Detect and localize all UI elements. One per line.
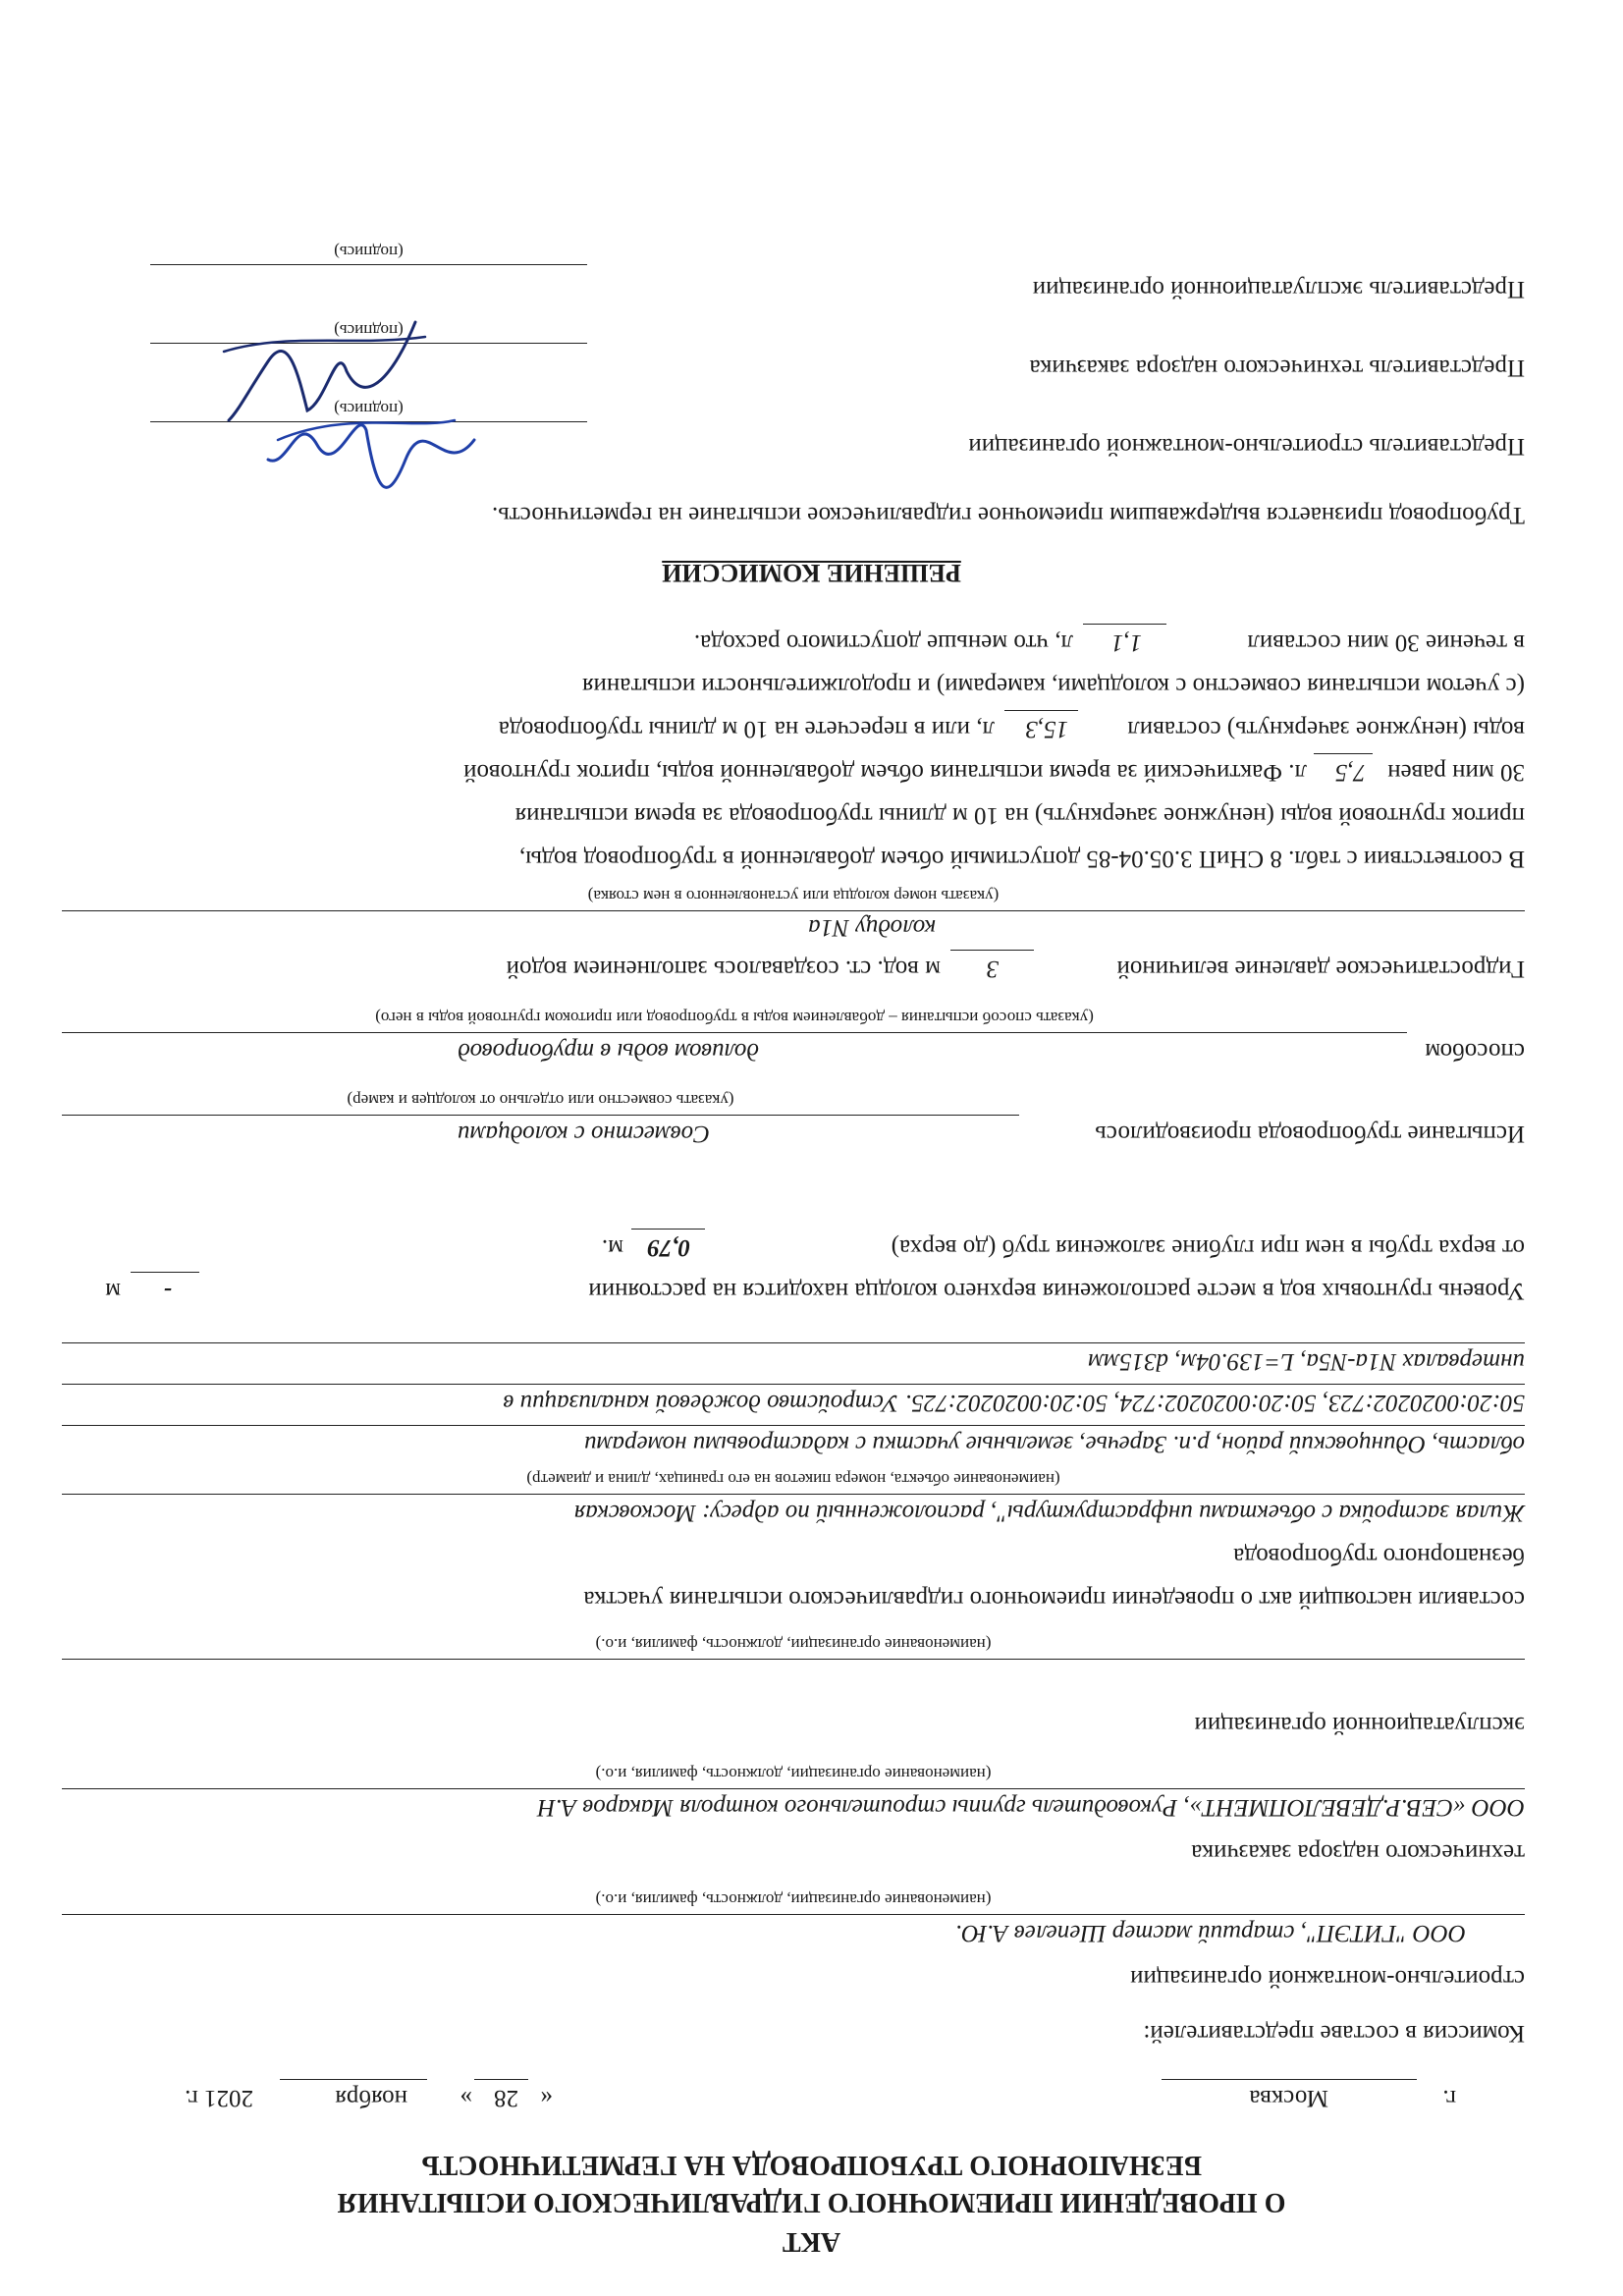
supervision-caption: (наименование организации, должность, фамилия, и.о.) — [595, 1765, 992, 1783]
method-caption: (указать способ испытания – добавлением воды в трубопровод или притоком грунтовой воды в него) — [375, 1009, 1094, 1027]
signature-supervision — [219, 288, 435, 430]
groundwater-depth: 0,79 — [647, 1234, 690, 1261]
object-rule2 — [62, 1425, 1525, 1426]
construction-value: ООО "ГИТЭП", старший мастер Шепелев А.Ю. — [955, 1920, 1466, 1946]
results-line4-a: воды (ненужное зачеркнуть) составил — [1127, 716, 1525, 742]
results-line2: приток грунтовой воды (ненужное зачеркнуть) на 10 м длины трубопровода за время испытания — [514, 802, 1525, 829]
well-caption: (указать номер колодца или установленного в нем стояка) — [587, 887, 1000, 905]
pressure-value: 3 — [986, 956, 999, 982]
groundwater-depth-rule — [631, 1229, 705, 1230]
results-line6-b: л, что меньше допустимого расхода. — [693, 629, 1073, 656]
date-close-quote: » — [460, 2085, 472, 2111]
object-caption: (наименование объекта, номера пикетов на его границах, длина и диаметр) — [526, 1470, 1060, 1489]
object-rule1 — [62, 1494, 1525, 1495]
object-rule4 — [62, 1342, 1525, 1343]
construction-caption: (наименование организации, должность, фамилия, и.о.) — [595, 1890, 992, 1909]
operation-rule — [62, 1659, 1525, 1660]
sign-operation-label: Представитель эксплуатационной организации — [1032, 276, 1525, 302]
doc-title-line1: О ПРОВЕДЕНИИ ПРИЕМОЧНОГО ГИДРАВЛИЧЕСКОГО ИСПЫТАНИЯ — [337, 2187, 1286, 2217]
city: Москва — [1249, 2085, 1328, 2111]
date-day: 28 — [494, 2085, 518, 2111]
groundwater-distance: - — [163, 1278, 172, 1304]
groundwater-unit1: м — [105, 1278, 121, 1304]
groundwater-distance-rule — [131, 1272, 199, 1273]
date-year: 2021 г. — [185, 2085, 253, 2111]
object-desc-line4: интервалах N1а-N5а, L=139.04м, d315мм — [1088, 1348, 1525, 1375]
operation-label: эксплуатационной организации — [1194, 1712, 1525, 1738]
operation-caption: (наименование организации, должность, фамилия, и.о.) — [595, 1635, 992, 1654]
supervision-value: ООО «СЕВ.Р.ДЕВЕЛОПМЕНТ», Руководитель группы строительного контроля Макаров А.Н — [537, 1794, 1525, 1821]
object-desc-line1: Жилая застройка с объектами инфраструктуры", расположенный по адресу: Московская — [573, 1500, 1525, 1526]
results-line1: В соответствии с табл. 8 СНиП 3.05.04-85 допустимый объем добавленной в трубопровод воды, — [518, 846, 1525, 872]
doc-type: АКТ — [782, 2226, 841, 2257]
results-line6-a: в течение 30 мин составил — [1247, 629, 1525, 656]
sign-operation-caption: (подпись) — [334, 243, 404, 261]
day-rule — [474, 2079, 528, 2080]
pressure-suffix: м вод. ст. создавалось заполнением водой — [506, 956, 941, 982]
sign-construction-caption: (подпись) — [334, 400, 404, 418]
allowed-value: 7,5 — [1334, 759, 1366, 786]
results-line3-a: 30 мин равен — [1387, 759, 1525, 786]
method-value: доливом воды в трубопровод — [458, 1038, 759, 1065]
results-line4-b: л, или в пересчете на 10 м длины трубопровода — [498, 716, 995, 742]
object-desc-line2: область, Одинцовский район, р.п. Заречье, земельные участки с кадастровыми номерами — [584, 1431, 1525, 1457]
supervision-label: технического надзора заказчика — [1191, 1839, 1525, 1866]
commission-heading: Комиссия в составе представителей: — [1143, 2020, 1525, 2047]
sign-supervision-label: Представитель технического надзора заказчика — [1029, 355, 1525, 381]
actual-value: 15,3 — [1025, 716, 1068, 742]
test-mode-caption: (указать совместно или отдельно от колодцев и камер) — [347, 1091, 734, 1110]
city-prefix: г. — [1442, 2085, 1456, 2111]
city-rule — [1162, 2079, 1417, 2080]
results-line3-b: л. Фактический за время испытания объем добавленной воды, приток грунтовой — [463, 759, 1307, 786]
groundwater-line1: Уровень грунтовых вод в месте расположения верхнего колодца находится на расстоянии — [588, 1278, 1525, 1304]
sign-supervision-caption: (подпись) — [334, 321, 404, 340]
method-label: способом — [1425, 1038, 1525, 1065]
supervision-rule — [62, 1788, 1525, 1789]
per10-value: 1,1 — [1110, 629, 1142, 656]
pressure-rule — [950, 950, 1034, 951]
actual-rule — [1004, 710, 1078, 711]
decision-heading: РЕШЕНИЕ КОМИССИИ — [662, 559, 961, 587]
object-rule3 — [62, 1384, 1525, 1385]
sign-operation-rule — [150, 264, 587, 265]
groundwater-line2: от верха трубы в нем при глубине заложения труб (до верха) — [891, 1234, 1525, 1261]
well-rule — [62, 910, 1525, 911]
per10-rule — [1083, 624, 1166, 625]
decision-text: Трубопровод признается выдержавшим приемочное гидравлическое испытание на герметичность. — [492, 502, 1525, 528]
results-line5: (с учетом испытания совместно с колодцами, камерами) и продолжительности испытания — [582, 673, 1525, 699]
allowed-rule — [1314, 753, 1373, 754]
test-mode-rule — [62, 1115, 1019, 1116]
object-desc-line3: 50:20:0020202:723, 50:20:0020202:724, 50:20:0020202:725. Устройство дождевой канализации в — [503, 1390, 1525, 1416]
date-month: ноября — [335, 2085, 407, 2111]
test-mode: Совместно с колодцами — [458, 1121, 710, 1147]
date-open-quote: « — [540, 2085, 553, 2111]
object-intro-line2: безнапорного трубопровода — [1233, 1543, 1525, 1569]
groundwater-unit2: м. — [601, 1234, 623, 1261]
month-rule — [280, 2079, 427, 2080]
sign-construction-label: Представитель строительно-монтажной организации — [968, 433, 1525, 460]
construction-rule — [62, 1914, 1525, 1915]
well-value: колодцу N1а — [808, 914, 936, 941]
doc-title-line2: БЕЗНАПОРНОГО ТРУБОПРОВОДА НА ГЕРМЕТИЧНОСТЬ — [421, 2150, 1202, 2180]
method-rule — [62, 1032, 1407, 1033]
construction-label: строительно-монтажной организации — [1130, 1965, 1525, 1992]
test-label: Испытание трубопровода производилось — [1095, 1121, 1525, 1147]
pressure-prefix: Гидростатическое давление величиной — [1116, 956, 1525, 982]
object-intro-line1: составили настоящий акт о проведении приемочного гидравлического испытания участка — [583, 1586, 1525, 1613]
